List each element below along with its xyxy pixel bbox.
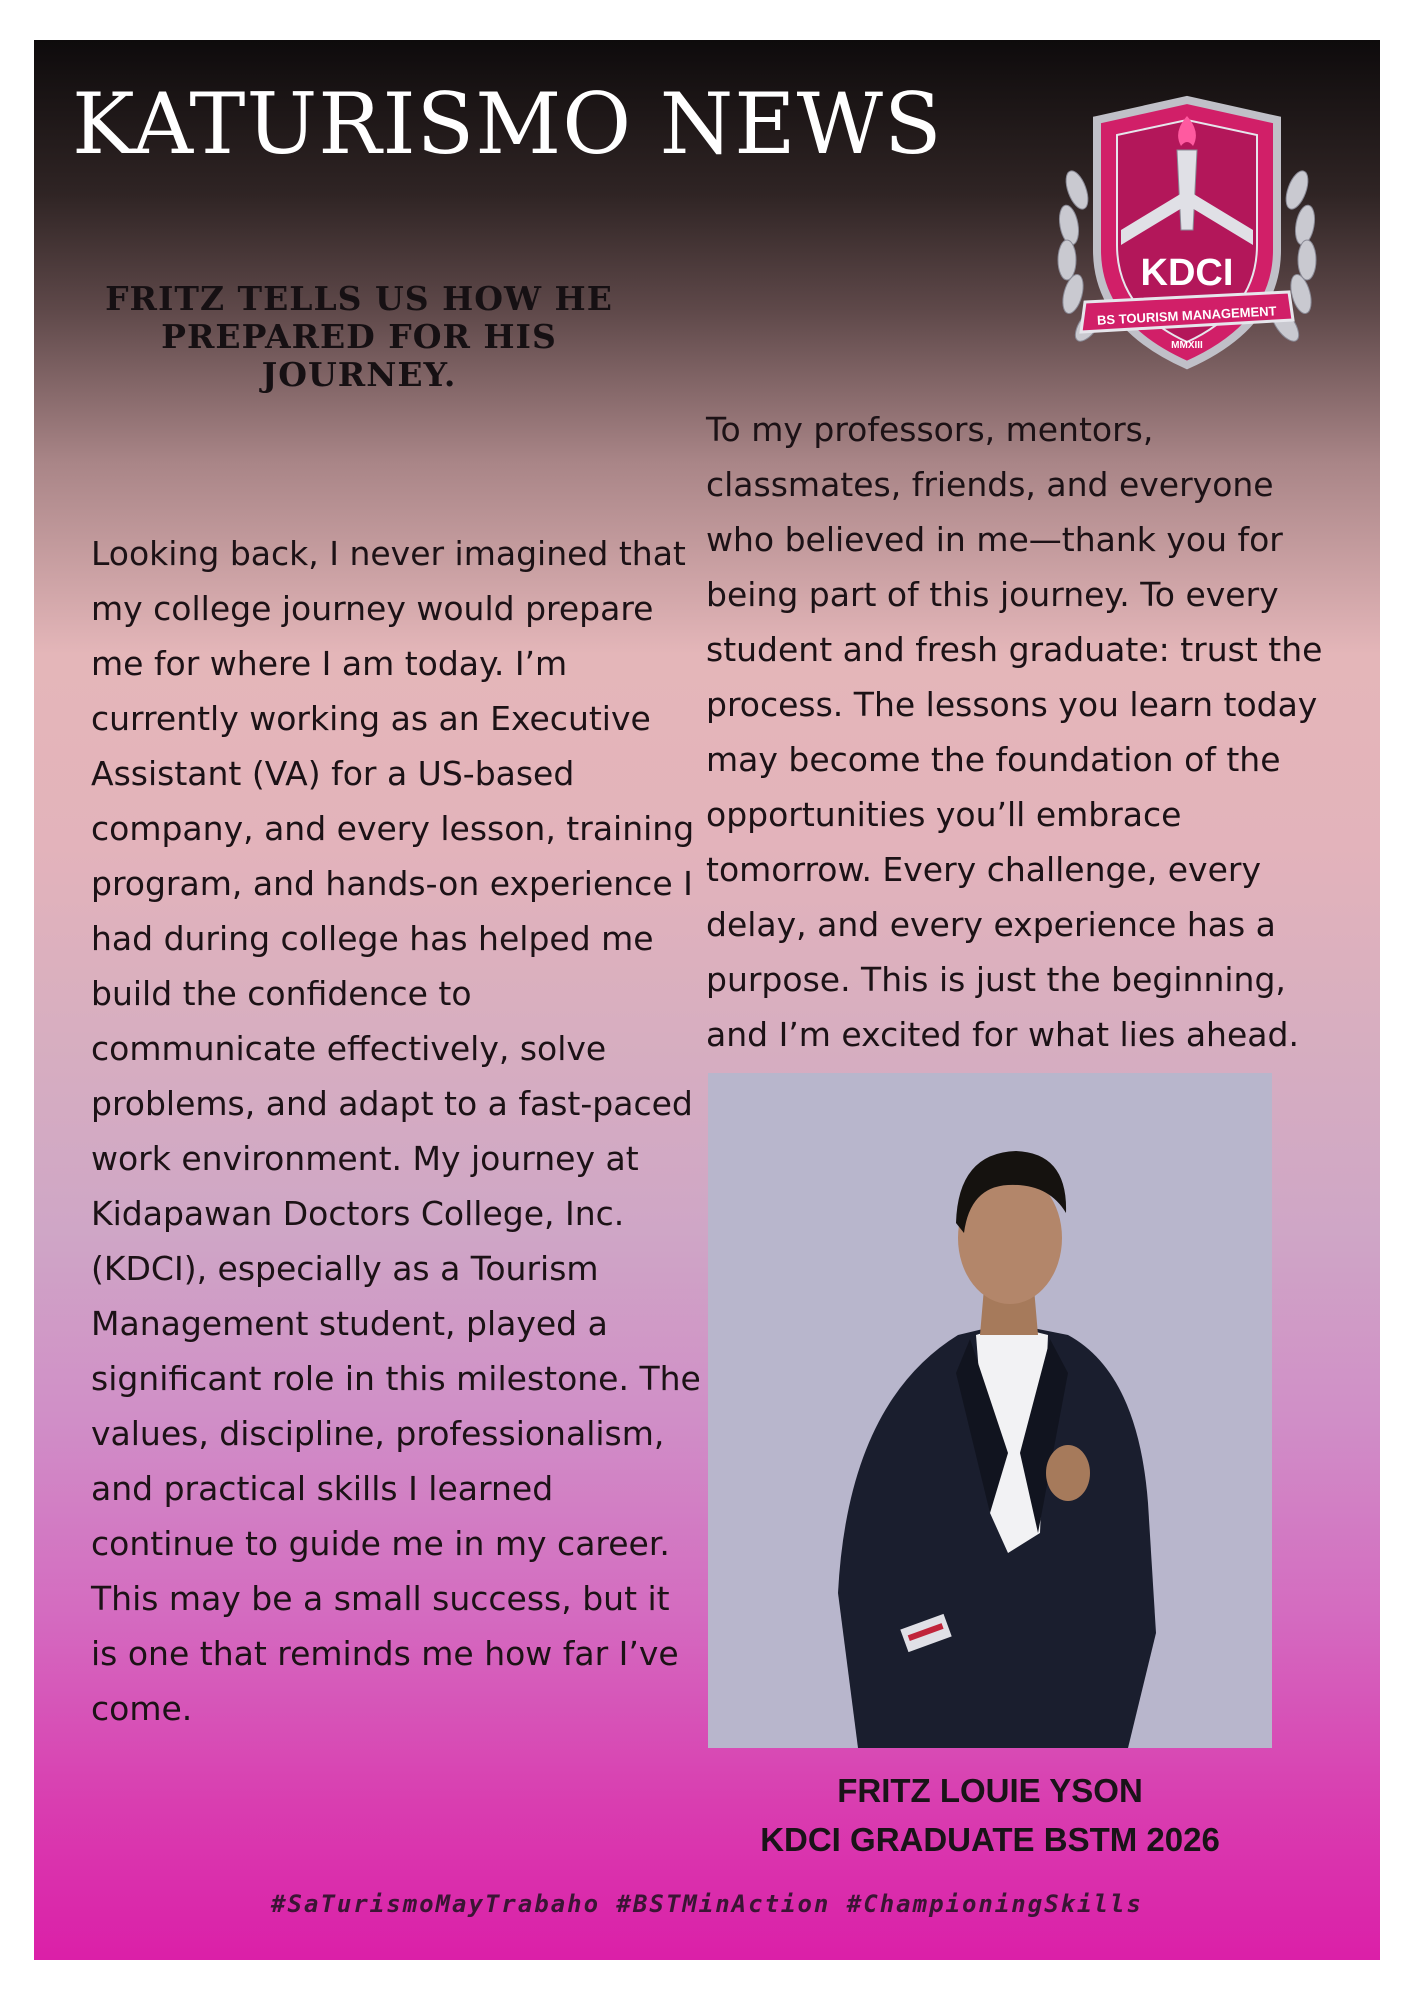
graduate-title: KDCI GRADUATE BSTM 2026 — [760, 1821, 1220, 1858]
crest-initials: KDCI — [1140, 252, 1234, 294]
crest-year: MMXIII — [1171, 340, 1203, 351]
news-poster — [34, 40, 1380, 1960]
graduate-name: FRITZ LOUIE YSON — [837, 1772, 1143, 1809]
photo-caption — [708, 1766, 1272, 1864]
graduate-photo — [708, 1073, 1272, 1748]
crest-ribbon-text: BS TOURISM MANAGEMENT — [1096, 303, 1277, 328]
masthead-title: KATURISMO NEWS — [72, 75, 943, 173]
hashtags: #SaTurismoMayTrabaho #BSTMinAction #ChampioningSkills — [271, 1890, 1143, 1918]
kdci-crest-logo — [1037, 80, 1337, 390]
article-body-right: To my professors, mentors, classmates, friends, and everyone who believed in me—thank you for being part of this journey. To every student and fresh graduate: trust the process. The lessons you learn today may become the foundation of the opportunities you’ll embrace tomorrow. Every challenge, every delay, and every experience has a purpose. This is just the beginning, and I’m excited for what lies ahead. — [706, 410, 1323, 1054]
article-headline: FRITZ TELLS US HOW HE PREPARED FOR HIS JOURNEY. — [105, 279, 613, 394]
portrait-illustration — [708, 1073, 1272, 1748]
article-body-left: Looking back, I never imagined that my college journey would prepare me for where I am today. I’m currently working as an Executive Assistant (VA) for a US-based company, and every lesson, training program, and hands-on experience I had during college has helped me build the confidence to communicate effectively, solve problems, and adapt to a fast-paced work environment. My journey at Kidapawan Doctors College, Inc. (KDCI), especially as a Tourism Management student, played a significant role in this milestone. The values, discipline, professionalism, and practical skills I learned continue to guide me in my career. This may be a small success, but it is one that reminds me how far I’ve come. — [91, 534, 701, 1728]
